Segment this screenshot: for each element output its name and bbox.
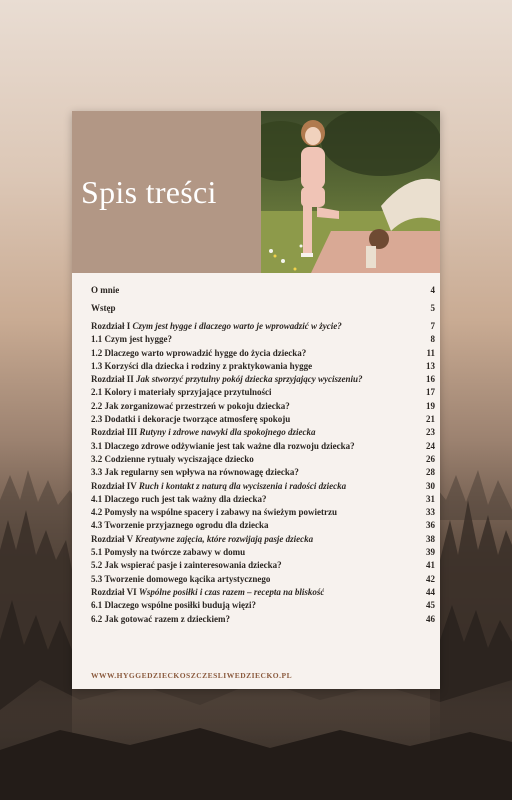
toc-label <box>91 426 316 439</box>
toc-label: 1.2 Dlaczego warto wprowadzić hygge do życia dziecka? <box>91 347 307 358</box>
toc-row[interactable] <box>91 297 435 315</box>
toc-page: 11 <box>426 347 435 358</box>
toc-row[interactable] <box>91 453 435 466</box>
cover-photo <box>261 111 440 273</box>
chapter-title: Wspólne posiłki i czas razem – recepta na bliskość <box>138 586 325 597</box>
chapter-number: Rozdział I <box>91 321 131 331</box>
toc-row[interactable] <box>91 333 435 346</box>
chapter-number: Rozdział VI <box>91 586 137 597</box>
cover-header <box>72 111 440 273</box>
toc-row[interactable] <box>91 439 435 452</box>
toc-row[interactable] <box>91 279 435 297</box>
toc-row[interactable] <box>91 413 435 426</box>
toc-label: 4.1 Dlaczego ruch jest tak ważny dla dziecka? <box>91 493 267 504</box>
toc-row[interactable] <box>91 519 435 532</box>
toc-label <box>91 320 342 333</box>
toc-label: 3.1 Dlaczego zdrowe odżywianie jest tak ważne dla rozwoju dziecka? <box>91 440 355 451</box>
toc-label: 4.3 Tworzenie przyjaznego ogrodu dla dziecka <box>91 520 269 531</box>
toc-page: 19 <box>426 400 435 411</box>
toc-page: 5 <box>430 303 435 313</box>
toc-chapter-row[interactable] <box>91 532 435 545</box>
toc-page: 13 <box>426 360 435 371</box>
toc-row[interactable] <box>91 599 435 612</box>
toc-page: 45 <box>426 600 435 611</box>
toc-page: 24 <box>426 440 435 451</box>
toc-label: 5.2 Jak wspierać pasje i zainteresowania dziecka? <box>91 560 282 571</box>
toc-row[interactable] <box>91 399 435 412</box>
website-link[interactable]: WWW.HYGGEDZIECKOSZCZESLIWEDZIECKO.PL <box>91 671 293 680</box>
toc-page: 36 <box>426 520 435 531</box>
toc-label: 6.2 Jak gotować razem z dzieckiem? <box>91 613 230 624</box>
toc-row[interactable] <box>91 559 435 572</box>
toc-label: 3.3 Jak regularny sen wpływa na równowagę dziecka? <box>91 467 299 478</box>
chapter-number: Rozdział III <box>91 427 138 438</box>
toc-page: 16 <box>426 374 435 385</box>
chapter-number: Rozdział IV <box>91 480 137 491</box>
toc-row[interactable] <box>91 493 435 506</box>
toc-label: 2.1 Kolory i materiały sprzyjające przytulności <box>91 387 272 398</box>
toc-page: 42 <box>426 573 435 584</box>
toc-label: 4.2 Pomysły na wspólne spacery i zabawy na świeżym powietrzu <box>91 507 337 518</box>
document-page <box>72 111 440 689</box>
toc-row[interactable] <box>91 612 435 625</box>
toc-page: 23 <box>426 427 435 438</box>
toc-row[interactable] <box>91 346 435 359</box>
chapter-title: Kreatywne zajęcia, które rozwijają pasje dziecka <box>135 533 314 544</box>
toc-chapter-row[interactable] <box>91 586 435 599</box>
toc-label: 2.3 Dodatki i dekoracje tworzące atmosferę spokoju <box>91 414 291 425</box>
toc-row[interactable] <box>91 360 435 373</box>
toc-row[interactable] <box>91 572 435 585</box>
toc-label: O mnie <box>91 285 120 295</box>
toc-page: 26 <box>426 453 435 464</box>
toc-page: 44 <box>426 586 435 597</box>
chapter-number: Rozdział V <box>91 533 133 544</box>
toc-label: 1.3 Korzyści dla dziecka i rodziny z praktykowania hygge <box>91 360 313 371</box>
toc-row[interactable] <box>91 466 435 479</box>
toc-page: 41 <box>426 560 435 571</box>
toc-chapter-row[interactable] <box>91 479 435 492</box>
toc-label: 5.1 Pomysły na twórcze zabawy w domu <box>91 547 246 558</box>
toc-label <box>91 480 346 493</box>
toc-page: 17 <box>426 387 435 398</box>
title-block <box>72 111 261 273</box>
toc-label: 5.3 Tworzenie domowego kącika artystycznego <box>91 573 271 584</box>
toc-label: 2.2 Jak zorganizować przestrzeń w pokoju dziecka? <box>91 400 290 411</box>
toc-page: 7 <box>430 321 435 331</box>
chapter-number: Rozdział II <box>91 374 134 385</box>
table-of-contents <box>91 279 435 626</box>
chapter-title: Rutyny i zdrowe nawyki dla spokojnego dziecka <box>139 427 316 438</box>
toc-label: Wstęp <box>91 303 116 313</box>
toc-page: 4 <box>430 285 435 295</box>
toc-row[interactable] <box>91 506 435 519</box>
chapter-title: Jak stworzyć przytulny pokój dziecka sprzyjający wyciszeniu? <box>136 374 363 385</box>
toc-row[interactable] <box>91 546 435 559</box>
chapter-title: Czym jest hygge i dlaczego warto je wprowadzić w życie? <box>132 321 342 331</box>
toc-chapter-row[interactable] <box>91 373 435 386</box>
toc-page: 38 <box>426 533 435 544</box>
chapter-title: Ruch i kontakt z naturą dla wyciszenia i radości dziecka <box>138 480 347 491</box>
toc-chapter-row[interactable] <box>91 315 435 333</box>
page-title: Spis treści <box>81 174 217 210</box>
toc-label: 6.1 Dlaczego wspólne posiłki budują więzi? <box>91 600 257 611</box>
toc-page: 33 <box>426 507 435 518</box>
toc-label: 1.1 Czym jest hygge? <box>91 334 172 345</box>
toc-page: 28 <box>426 467 435 478</box>
toc-page: 39 <box>426 547 435 558</box>
toc-page: 46 <box>426 613 435 624</box>
photo-illustration <box>261 111 440 273</box>
toc-page: 30 <box>426 480 435 491</box>
toc-label <box>91 373 363 386</box>
toc-chapter-row[interactable] <box>91 426 435 439</box>
toc-label: 3.2 Codzienne rytuały wyciszające dziecko <box>91 453 254 464</box>
toc-page: 8 <box>430 334 435 345</box>
toc-page: 31 <box>426 493 435 504</box>
toc-page: 21 <box>426 414 435 425</box>
toc-label <box>91 586 324 599</box>
toc-row[interactable] <box>91 386 435 399</box>
toc-label <box>91 533 313 546</box>
